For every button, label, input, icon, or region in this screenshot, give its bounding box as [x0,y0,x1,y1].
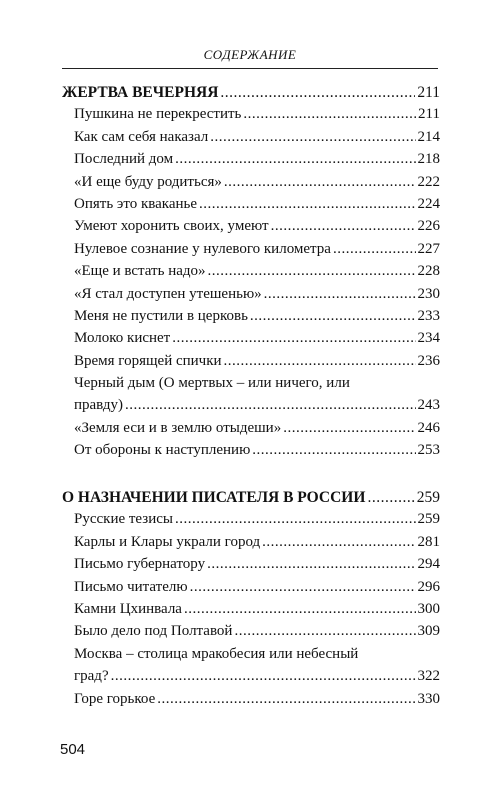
item-title: Черный дым (О мертвых – или ничего, или [74,375,350,392]
item-title: Время горящей спички [74,352,222,369]
item-title: Было дело под Полтавой [74,623,233,640]
leader-dots [224,172,416,193]
leader-dots [208,261,416,282]
item-title: Последний дом [74,151,174,168]
item-title: Карлы и Клары украли город [74,533,261,550]
page-ref: 330 [417,690,440,707]
toc-item [62,599,440,621]
toc-item-multiline [62,644,440,689]
page-ref: 214 [417,128,440,145]
item-title: Меня не пустили в церковь [74,307,248,324]
item-title: «Еще и встать надо» [74,263,206,280]
page-ref: 243 [417,397,440,414]
leader-dots [250,306,416,327]
page-ref: 230 [417,285,440,302]
page-ref: 222 [417,173,440,190]
toc-item [62,509,440,531]
page-ref: 236 [417,352,440,369]
page-ref: 228 [417,263,440,280]
leader-dots [125,395,415,416]
item-title: «И еще буду родиться» [74,173,222,190]
page-ref: 218 [417,151,440,168]
item-title: Письмо губернатору [74,556,206,573]
item-title: Как сам себя наказал [74,128,209,145]
page-ref: 226 [417,218,440,235]
item-title: Пушкина не перекрестить [74,106,242,123]
toc-item [62,621,440,643]
page-ref: 253 [417,442,440,459]
item-title-continued: правду) [74,397,124,414]
page-ref: 259 [416,489,440,506]
item-title: Горе горькое [74,690,156,707]
leader-dots [252,440,415,461]
leader-dots [224,351,416,372]
toc-item [62,689,440,711]
toc-item [62,351,440,373]
page-ref: 246 [417,419,440,436]
toc-item [62,239,440,261]
leader-dots [243,104,416,125]
toc-item [62,532,440,554]
page-ref: 309 [417,623,440,640]
toc-item [62,284,440,306]
leader-dots [157,689,415,710]
leader-dots [190,577,416,598]
page-ref: 211 [418,106,440,123]
section-title: О НАЗНАЧЕНИИ ПИСАТЕЛЯ В РОССИИ [62,489,366,506]
section-title: ЖЕРТВА ВЕЧЕРНЯЯ [62,84,219,101]
leader-dots [111,666,416,687]
page-ref: 259 [417,511,440,528]
page-ref: 233 [417,307,440,324]
toc-item [62,216,440,238]
toc-item [62,554,440,576]
page-number: 504 [60,741,86,758]
leader-dots [264,284,416,305]
toc-item [62,440,440,462]
toc-item [62,149,440,171]
toc-section-heading [62,82,440,104]
item-title: Москва – столица мракобесия или небесный [74,645,359,662]
toc-item [62,172,440,194]
item-title: Нулевое сознание у нулевого километра [74,240,331,257]
toc-item [62,127,440,149]
item-title: Молоко киснет [74,330,171,347]
item-title: Письмо читателю [74,578,188,595]
leader-dots [184,599,416,620]
item-title: Камни Цхинвала [74,600,182,617]
toc-item [62,577,440,599]
leader-dots [262,532,415,553]
leader-dots [333,239,416,260]
leader-dots [283,418,415,439]
page-ref: 224 [417,195,440,212]
item-title: «Земля еси и в землю отыдеши» [74,419,282,436]
item-title: Опять это кваканье [74,195,198,212]
leader-dots [234,621,415,642]
leader-dots [367,487,414,508]
page-ref: 296 [417,578,440,595]
item-title: Умеют хоронить своих, умеют [74,218,269,235]
item-title: От обороны к наступлению [74,442,251,459]
page-ref: 227 [417,240,440,257]
running-head: СОДЕРЖАНИЕ [203,47,297,62]
item-title-continued: град? [74,668,109,685]
page-ref: 294 [417,556,440,573]
leader-dots [175,509,416,530]
toc-item [62,104,440,126]
leader-dots [220,82,415,103]
leader-dots [271,216,416,237]
toc-item [62,418,440,440]
head-rule [62,68,438,69]
leader-dots [199,194,415,215]
toc-section-heading [62,487,440,509]
toc-item [62,261,440,283]
toc-item [62,328,440,350]
page-ref: 281 [417,533,440,550]
leader-dots [175,149,415,170]
toc-item [62,194,440,216]
leader-dots [207,554,415,575]
leader-dots [172,328,415,349]
toc-section-1 [62,82,440,463]
page-ref: 211 [417,84,440,101]
toc-item-multiline [62,373,440,418]
item-title: «Я стал доступен утешенью» [74,285,262,302]
page-ref: 300 [417,600,440,617]
toc-section-2 [62,487,440,711]
toc-item [62,306,440,328]
page-ref: 234 [417,330,440,347]
item-title: Русские тезисы [74,511,173,528]
leader-dots [210,127,415,148]
page-ref: 322 [417,668,440,685]
